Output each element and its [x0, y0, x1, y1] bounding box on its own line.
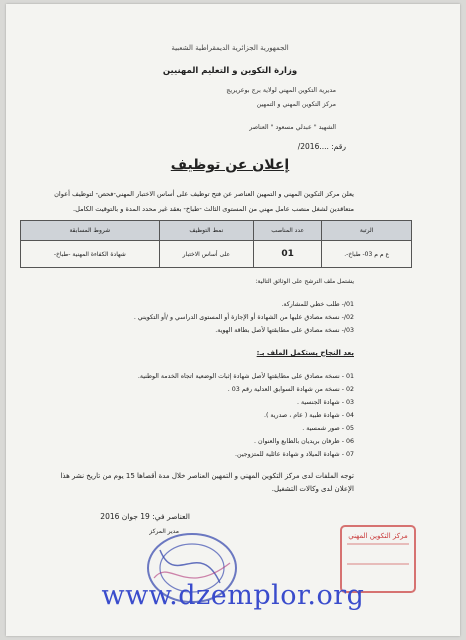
ministry-heading: وزارة التكوين و التعليم المهنيين: [162, 66, 298, 76]
list-item: 03/- نسخة مصادق على مطابقتها لأصل بطاقة الهوية.: [215, 327, 354, 334]
intro-paragraph: يعلن مركز التكوين المهني و التمهين العناصر عن فتح توظيف على أساس الاختبار المهني-فحص- لتوظيف أعوان متعاقدين لشغل منصب عامل مهني من المستوى الثالث -طباخ- بعقد غير محدد المدة و بالتوقيت الكامل.: [54, 190, 354, 213]
list-item: 07 - شهادة الميلاد و شهادة عائلية للمتزوجين.: [235, 451, 354, 458]
table-header-cell: نمط التوظيف: [159, 221, 253, 241]
list-item: 06 - ظرفان بريديان بالطابع والعنوان .: [254, 438, 354, 445]
table-cell: ع م م 03- طباخ-.: [322, 241, 412, 268]
list-item: 01/- طلب خطي للمشاركة.: [281, 301, 354, 308]
list-item: 02 - نسخة من شهادة السوابق العدلية رقم 03 .: [227, 386, 354, 393]
republic-heading: الجمهورية الجزائرية الديمقراطية الشعبية: [171, 44, 289, 52]
reference-number: رقم: ....2016/: [297, 142, 346, 151]
table-row: [21, 241, 412, 268]
page-title: إعلان عن توظيف: [170, 157, 290, 173]
positions-table: [20, 220, 412, 268]
table-header-cell: عدد المناصب: [254, 221, 322, 241]
signature-title: مدير المركز: [149, 528, 179, 535]
list-item: 05 - صور شمسية .: [302, 425, 354, 432]
list-item: 02/- نسخة مصادق عليها من الشهادة أو الإجازة أو المستوى الدراسي و /أو التكويني .: [133, 314, 354, 321]
table-header-cell: الرتبة: [322, 221, 412, 241]
list-item: 04 - شهادة طبية ( عام ، صدرية ).: [263, 412, 354, 419]
table-cell: شهادة الكفاءة المهنية -طباخ-: [21, 241, 160, 268]
submission-note: توجه الملفات لدى مركز التكوين المهني و التمهين العناصر خلال مدة أقصاها 15 يوم من تاريخ نشر هذا الإعلان لدى وكالات التشغيل.: [60, 472, 354, 493]
signature-date: العناصر في: 19 جوان 2016: [100, 512, 190, 521]
table-header-row: [21, 221, 412, 241]
directorate-line: مديرية التكوين المهني لولاية برج بوعريريج: [226, 87, 336, 94]
center-line: مركز التكوين المهني و التمهين: [256, 101, 336, 108]
center-name-line: الشهيد " عبدلي مسعود " العناصر: [249, 124, 336, 131]
table-cell: 01: [254, 241, 322, 268]
stamp-label: مركز التكوين المهني: [348, 532, 408, 540]
table-cell: على أساس الاختبار: [159, 241, 253, 268]
watermark-website[interactable]: www.dzemplor.org: [101, 580, 365, 611]
documents-intro: يشتمل ملف الترشح على الوثائق التالية:: [255, 278, 354, 285]
list-item: 03 - شهادة الجنسية .: [296, 399, 354, 406]
list-item: 01 - نسخة مصادق على مطابقتها لأصل شهادة إثبات الوضعية اتجاه الخدمة الوطنية.: [137, 373, 354, 380]
table-header-cell: شروط المسابقة: [21, 221, 160, 241]
completion-title: بعد النجاح يستكمل الملف بـ:: [256, 349, 354, 357]
